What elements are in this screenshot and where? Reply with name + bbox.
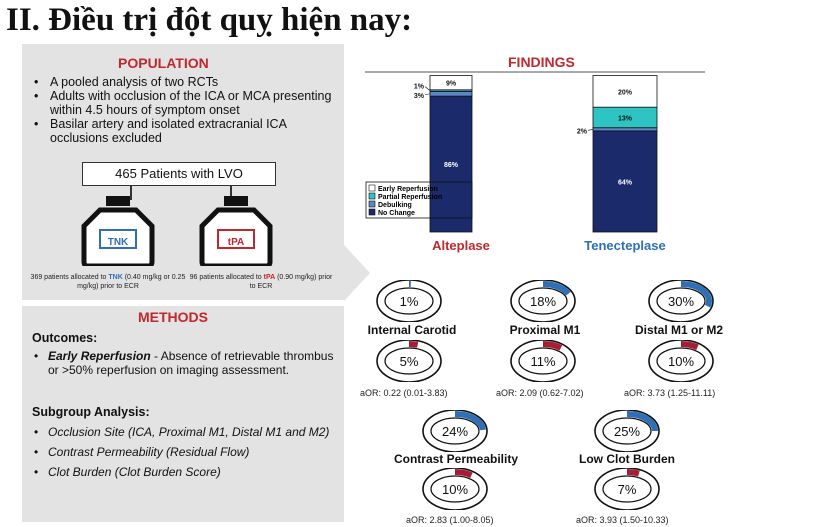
alloc-drug: tPA <box>263 274 276 281</box>
bar-label: 64% <box>617 179 633 187</box>
ring-value: 11% <box>530 354 556 369</box>
outcome-list <box>32 349 337 383</box>
bar-tenecteplase-debulking <box>593 128 657 131</box>
tnk-label: TNK <box>107 237 129 248</box>
outcomes-label: Outcomes: <box>32 331 98 345</box>
alloc-text: (0.40 mg/kg or 0.25 mg/kg) prior to ECR <box>77 274 186 290</box>
legend-swatch <box>369 185 375 191</box>
ring-value: 18% <box>529 294 557 309</box>
aor-internal-carotid: aOR: 0.22 (0.01-3.83) <box>360 388 448 398</box>
ring-arc <box>455 472 471 475</box>
ring-value: 24% <box>441 424 469 439</box>
ring-chart-ic-tnk <box>374 280 444 322</box>
category-label-alteplase: Alteplase <box>432 238 490 253</box>
bar-label: 13% <box>617 115 633 123</box>
legend-label: Partial Reperfusion <box>378 194 443 201</box>
ring-chart-pm1-tnk <box>508 280 578 322</box>
tpa-label: tPA <box>227 237 245 248</box>
aor-low-clot-burden: aOR: 3.93 (1.50-10.33) <box>576 515 669 525</box>
subgroup-label: Subgroup Analysis: <box>32 405 150 419</box>
legend-label: Debulking <box>378 202 412 209</box>
label-leader-line <box>588 129 593 130</box>
ring-chart-lcb-tnk <box>592 410 662 452</box>
legend-swatch <box>369 209 375 215</box>
aor-distal-m1-m2: aOR: 3.73 (1.25-11.11) <box>624 388 716 398</box>
ring-arc <box>409 344 418 345</box>
slide-title: II. Điều trị đột quỵ hiện nay: <box>6 2 413 38</box>
ring-value: 10% <box>441 482 469 497</box>
label-proximal-m1: Proximal M1 <box>509 323 581 337</box>
population-bullet: • A pooled analysis of two RCTs <box>32 75 342 89</box>
methods-heading: METHODS <box>138 309 208 325</box>
ring-arc <box>627 472 639 474</box>
label-leader-line <box>425 94 430 95</box>
outcome-desc: - Absence of retrievable thrombus or >50% reperfusion on imaging assessment. <box>48 349 334 377</box>
ring-arc <box>543 344 561 348</box>
ring-chart-cp-tnk <box>420 410 490 452</box>
label-leader-line <box>425 87 430 91</box>
legend-swatch <box>369 201 375 207</box>
subgroup-item: • Contrast Permeability (Residual Flow) <box>32 445 337 459</box>
stacked-bar-chart <box>355 70 715 265</box>
subgroup-item: • Clot Burden (Clot Burden Score) <box>32 465 337 479</box>
label-internal-carotid: Internal Carotid <box>367 323 457 337</box>
ring-value: 30% <box>667 294 695 309</box>
population-bullet: • Basilar artery and isolated extracranial ICA occlusions excluded <box>32 117 342 145</box>
ring-arc <box>681 344 697 347</box>
ring-value: 7% <box>617 482 637 497</box>
tpa-bottle-icon <box>198 196 274 266</box>
ring-value: 25% <box>613 424 641 439</box>
tnk-bottle-icon <box>80 196 156 266</box>
ring-chart-ic-tpa <box>374 340 444 382</box>
aor-contrast-permeability: aOR: 2.83 (1.00-8.05) <box>406 515 494 525</box>
outcome-item <box>32 349 337 377</box>
subgroup-item: • Occlusion Site (ICA, Proximal M1, Distal M1 and M2) <box>32 425 337 439</box>
tnk-allocation <box>28 273 188 291</box>
ring-value: 5% <box>399 354 419 369</box>
population-heading: POPULATION <box>118 55 209 71</box>
ring-value: 1% <box>399 294 419 309</box>
alloc-drug: TNK <box>108 274 123 281</box>
findings-heading: FINDINGS <box>508 54 575 70</box>
bar-label: 20% <box>617 89 633 97</box>
legend-label: No Change <box>378 210 415 217</box>
alloc-text: 369 patients allocated to <box>30 274 109 281</box>
aor-proximal-m1: aOR: 2.09 (0.62-7.02) <box>496 388 584 398</box>
ring-chart-lcb-tpa <box>592 468 662 510</box>
bar-label: 9% <box>445 80 457 88</box>
bar-label: 3% <box>413 92 424 100</box>
bar-alteplase-debulking <box>430 91 472 96</box>
ring-value: 10% <box>667 354 695 369</box>
subgroup-list <box>32 425 337 485</box>
bar-label: 86% <box>443 162 459 170</box>
panel-divider <box>22 300 344 306</box>
outcome-term: Early Reperfusion <box>48 349 151 363</box>
label-contrast-permeability: Contrast Permeability <box>393 452 519 466</box>
patients-box: 465 Patients with LVO <box>82 162 276 186</box>
population-bullet: • Adults with occlusion of the ICA or MCA presenting within 4.5 hours of symptom onset <box>32 89 342 117</box>
tpa-allocation <box>186 273 336 291</box>
ring-chart-dm-tnk <box>646 280 716 322</box>
label-low-clot-burden: Low Clot Burden <box>579 452 675 466</box>
legend-label: Early Reperfusion <box>378 186 438 193</box>
bar-label: 2% <box>576 128 587 136</box>
legend-swatch <box>369 193 375 199</box>
label-distal-m1-m2: Distal M1 or M2 <box>634 323 724 337</box>
alloc-text: (0.90 mg/kg) prior to ECR <box>249 274 333 290</box>
population-bullets <box>32 75 342 145</box>
alloc-text: 96 patients allocated to <box>189 274 264 281</box>
category-label-tenecteplase: Tenecteplase <box>584 238 666 253</box>
ring-chart-dm-tpa <box>646 340 716 382</box>
bar-label: 1% <box>413 83 424 91</box>
ring-chart-cp-tpa <box>420 468 490 510</box>
ring-chart-pm1-tpa <box>508 340 578 382</box>
